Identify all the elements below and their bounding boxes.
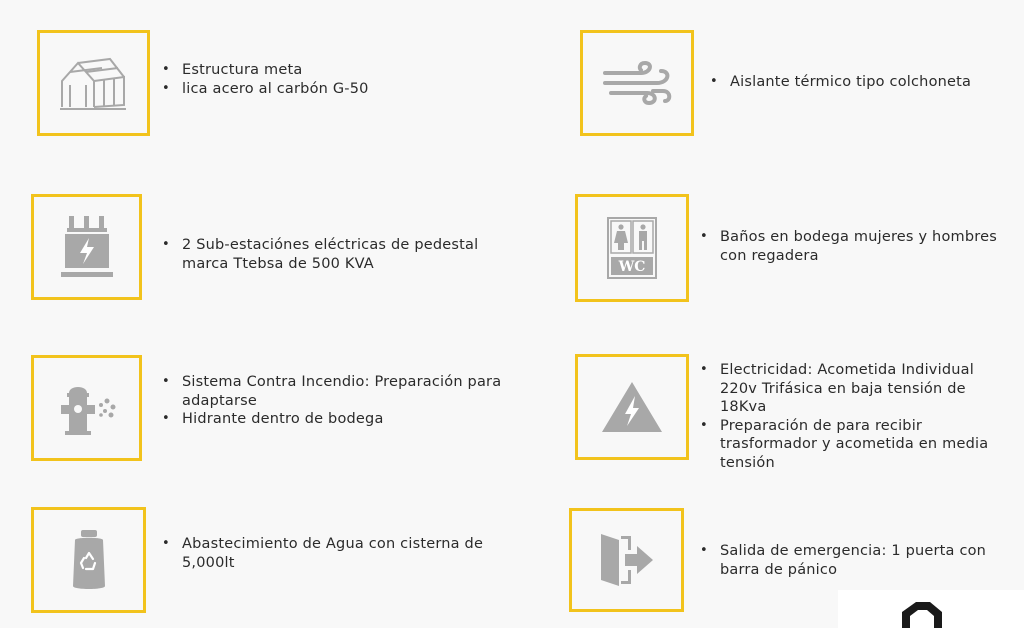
electrical-substation-icon [59, 214, 115, 280]
exit-icon-frame [569, 508, 684, 612]
water-icon-frame [31, 507, 146, 613]
fire-hydrant-icon [55, 379, 119, 437]
bullet-item: • lica acero al carbón G-50 [162, 80, 522, 99]
hydrant-bullets [162, 373, 502, 429]
insulation-icon-frame [580, 30, 694, 136]
insulation-bullets [710, 73, 1010, 92]
greenhouse-structure-icon [58, 55, 130, 111]
bullet-item: • 2 Sub-estaciónes eléctricas de pedestal marca Ttebsa de 500 KVA [162, 236, 502, 273]
restroom-icon-frame [575, 194, 689, 302]
bullet-item: • Estructura meta [162, 61, 522, 80]
bullet-item: • Baños en bodega mujeres y hombres con regadera [700, 228, 1000, 265]
electricity-icon-frame [575, 354, 689, 460]
hydrant-icon-frame [31, 355, 142, 461]
svg-text:WC: WC [618, 259, 646, 275]
high-voltage-warning-icon [600, 380, 664, 434]
bullet-item: • Preparación de para recibir trasformador y acometida en media tensión [700, 417, 1010, 473]
wc-restroom-icon [607, 217, 657, 279]
structure-bullets [162, 61, 522, 98]
exit-bullets [700, 542, 1000, 579]
corner-panel [838, 590, 1024, 628]
bullet-item: • Abastecimiento de Agua con cisterna de 5,000lt [162, 535, 502, 572]
water-cistern-icon [69, 528, 109, 592]
bullet-item: • Aislante térmico tipo colchoneta [710, 73, 1010, 92]
emergency-exit-icon [599, 530, 655, 590]
restroom-bullets [700, 228, 1000, 265]
wind-insulation-icon [601, 61, 673, 105]
bullet-item: • Electricidad: Acometida Individual 220v Trifásica en baja tensión de 18Kva [700, 361, 1010, 417]
bullet-item: • Hidrante dentro de bodega [162, 410, 502, 429]
bullet-item: • Sistema Contra Incendio: Preparación para adaptarse [162, 373, 502, 410]
structure-icon-frame [37, 30, 150, 136]
substation-bullets [162, 236, 502, 273]
substation-icon-frame [31, 194, 142, 300]
partial-logo-icon [896, 590, 956, 628]
bullet-item: • Salida de emergencia: 1 puerta con barra de pánico [700, 542, 1000, 579]
water-bullets [162, 535, 502, 572]
electricity-bullets [700, 361, 1010, 472]
